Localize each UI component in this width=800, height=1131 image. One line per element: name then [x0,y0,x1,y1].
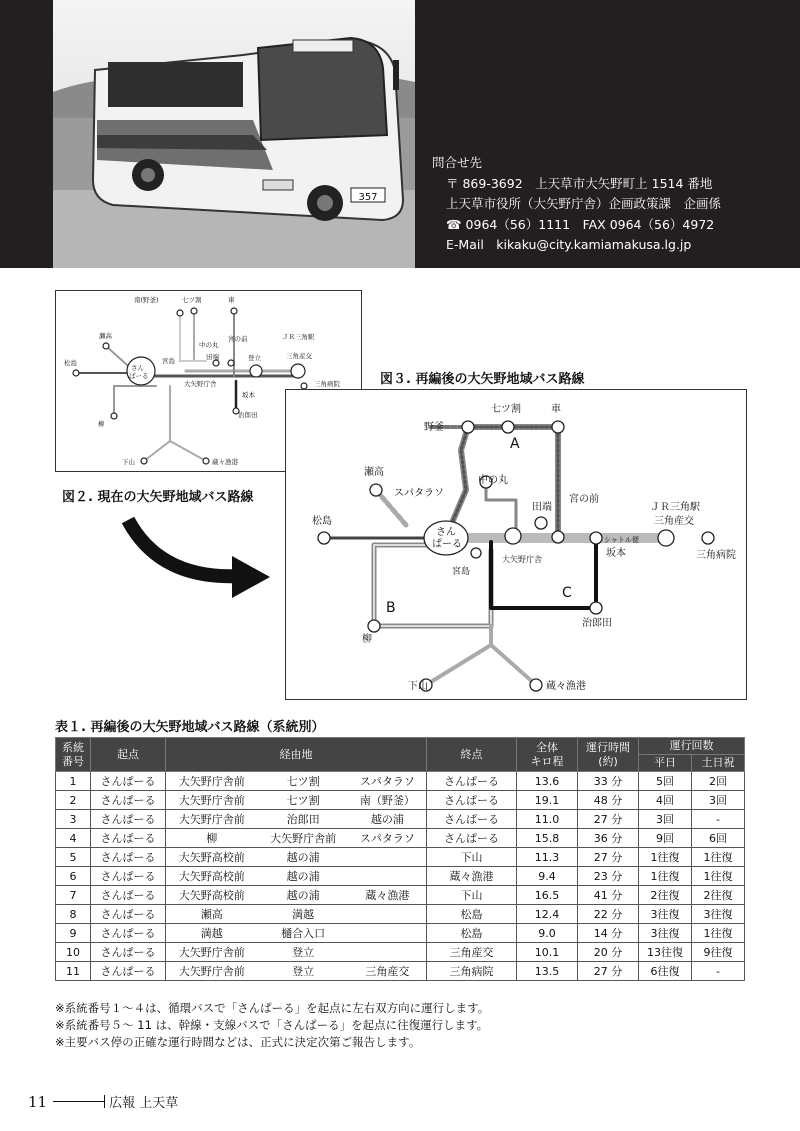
note-line: ※主要バス停の正確な運行時間などは、正式に決定次第ご報告します。 [55,1035,421,1049]
cell-start: さんぱーる [91,886,166,905]
cell-wd: 2往復 [639,886,692,905]
cell-via1: 大矢野庁舎前 [166,791,258,810]
cell-no: 8 [56,905,91,924]
table-row [56,829,745,848]
cell-time: 27 分 [578,962,639,981]
fig2-label-kurakura: 蔵々漁港 [212,458,238,466]
table-row [56,905,745,924]
cell-via3: 越の浦 [349,810,427,829]
fig3-label-yanagi: 柳 [362,634,372,645]
col-header-km-text: 全体 キロ程 [530,740,564,768]
cell-via1: 満越 [166,924,258,943]
cell-km: 13.6 [517,772,578,791]
cell-time: 27 分 [578,810,639,829]
cell-wd: 1往復 [639,867,692,886]
cell-start: さんぱーる [91,924,166,943]
table-row [56,867,745,886]
page-footer [28,1092,178,1111]
cell-end: さんぱーる [427,772,517,791]
fig2-label-nanatsuwari: 七ツ割 [182,296,202,304]
cell-no: 10 [56,943,91,962]
cell-via3 [349,867,427,886]
cell-via3: 南（野釜） [349,791,427,810]
contact-phone-fax: ☎ 0964（56）1111 FAX 0964（56）4972 [446,216,715,232]
cell-end: 蔵々漁港 [427,867,517,886]
fig3-label-shimoyama: 下山 [408,681,428,692]
cell-via3 [349,943,427,962]
fig2-label-miyanomae: 宮の前 [228,335,248,343]
fig3-label-shuttle: シャトル便 [604,536,639,544]
fig2-label-sankaku-sanko: 三角産交 [286,352,312,360]
cell-time: 22 分 [578,905,639,924]
table-row [56,924,745,943]
page-number: 11 [28,1092,48,1111]
table-row [56,810,745,829]
contact-postal-address: 〒 869-3692 上天草市大矢野町上 1514 番地 [446,175,713,191]
cell-via1: 大矢野庁舎前 [166,772,258,791]
fig3-label-miyanomae: 宮の前 [569,494,599,505]
fig2-label-sanparu-2: ぱーる [129,372,149,380]
cell-wd: 13往復 [639,943,692,962]
table-row [56,791,745,810]
cell-via2: 登立 [257,943,348,962]
cell-time: 14 分 [578,924,639,943]
note-line: ※系統番号５～ 11 は、幹線・支線バスで「さんぱーる」を起点に往復運行します。 [55,1018,489,1032]
cell-via1: 大矢野高校前 [166,886,258,905]
cell-via1: 柳 [166,829,258,848]
cell-km: 10.1 [517,943,578,962]
fig3-label-sankaku-sanko: 三角産交 [654,516,694,527]
fig3-label-matsushima: 松島 [312,516,332,527]
col-header-end: 終点 [427,738,517,772]
cell-no: 6 [56,867,91,886]
fig2-label-sankaku-byoin: 三角病院 [314,380,340,388]
header-band [0,0,800,268]
cell-via2: 樋合入口 [257,924,348,943]
fig3-label-sakamoto: 坂本 [606,548,626,559]
cell-via2: 大矢野庁舎前 [257,829,348,848]
cell-km: 15.8 [517,829,578,848]
cell-via2: 登立 [257,962,348,981]
cell-km: 16.5 [517,886,578,905]
cell-we: 2回 [692,772,745,791]
cell-km: 9.0 [517,924,578,943]
table-row [56,962,745,981]
cell-wd: 1往復 [639,848,692,867]
fig3-label-sankaku-byoin: 三角病院 [696,550,736,561]
cell-we: 1往復 [692,924,745,943]
fig2-label-matsushima: 松島 [64,359,77,367]
cell-km: 9.4 [517,867,578,886]
fig3-label-miyajima: 宮島 [452,567,471,577]
fig3-label-tabata: 田端 [532,502,552,513]
cell-via2: 越の浦 [257,886,348,905]
table-row [56,943,745,962]
cell-via3: 三角産交 [349,962,427,981]
col-header-number [56,738,91,772]
cell-no: 2 [56,791,91,810]
fig3-label-jr: ＪＲ三角駅 [650,502,700,513]
cell-km: 12.4 [517,905,578,924]
cell-km: 11.3 [517,848,578,867]
cell-no: 9 [56,924,91,943]
publication-name: 広報 上天草 [109,1096,179,1111]
fig3-label-nokama: 野釜 [424,422,444,433]
fig3-route-c-label: C [562,585,572,601]
fig2-label-toritate: 登立 [248,354,261,362]
cell-km: 13.5 [517,962,578,981]
cell-end: さんぱーる [427,810,517,829]
cell-wd: 3往復 [639,924,692,943]
col-header-number-text: 系統 番号 [62,740,84,768]
cell-via1: 大矢野庁舎前 [166,962,258,981]
fig2-label-jirouda: 治郎田 [238,411,258,419]
cell-we: 2往復 [692,886,745,905]
cell-start: さんぱーる [91,943,166,962]
contact-heading: 問合せ先 [432,155,483,170]
fig3-map [285,389,747,700]
cell-end: 三角産交 [427,943,517,962]
cell-we: 3往復 [692,905,745,924]
fig2-label-sakamoto: 坂本 [242,391,255,399]
cell-end: 松島 [427,924,517,943]
cell-start: さんぱーる [91,867,166,886]
cell-via2: 七ツ割 [257,791,348,810]
bus-plate-number: 357 [358,192,378,203]
fig2-label-setaka: 瀬高 [99,332,112,340]
fig3-route-b-label: B [386,600,396,616]
fig3-label-setaka: 瀬高 [364,467,384,478]
fig3-label-kurakura: 蔵々漁港 [546,681,586,692]
cell-wd: 3往復 [639,905,692,924]
cell-end: 下山 [427,848,517,867]
fig3-label-sanparu: さん [436,527,456,538]
cell-time: 20 分 [578,943,639,962]
cell-via3 [349,924,427,943]
cell-via1: 大矢野庁舎前 [166,810,258,829]
contact-info [432,153,721,256]
cell-we: 1往復 [692,867,745,886]
cell-end: さんぱーる [427,791,517,810]
col-header-via: 経由地 [166,738,427,772]
cell-we: - [692,810,745,829]
fig2-label-tabata: 田端 [206,353,219,361]
cell-wd: 3回 [639,810,692,829]
cell-via3: 蔵々漁港 [349,886,427,905]
col-header-time [578,738,639,772]
fig2-label-yanagi: 柳 [98,420,105,428]
cell-via2: 越の浦 [257,867,348,886]
cell-start: さんぱーる [91,772,166,791]
cell-start: さんぱーる [91,905,166,924]
fig3-caption: 図３. 再編後の大矢野地域バス路線 [380,372,585,387]
cell-via2: 七ツ割 [257,772,348,791]
fig2-label-miyajima: 宮島 [162,357,175,365]
fig2-label-jr: ＪＲ三角駅 [282,333,315,341]
table-row [56,886,745,905]
cell-no: 1 [56,772,91,791]
cell-time: 23 分 [578,867,639,886]
cell-no: 3 [56,810,91,829]
cell-no: 5 [56,848,91,867]
contact-office: 上天草市役所（大矢野庁舎）企画政策課 企画係 [446,196,722,211]
cell-time: 33 分 [578,772,639,791]
cell-via1: 瀬高 [166,905,258,924]
fig2-label-oyano-chosha: 大矢野庁舎 [184,380,217,388]
fig3-label-supatarasou: スパタラソ [394,488,444,499]
cell-wd: 4回 [639,791,692,810]
cell-start: さんぱーる [91,848,166,867]
cell-via2: 満越 [257,905,348,924]
cell-via2: 越の浦 [257,848,348,867]
col-header-start: 起点 [91,738,166,772]
cell-wd: 6往復 [639,962,692,981]
cell-end: 松島 [427,905,517,924]
fig3-label-jirouda: 治郎田 [582,618,612,629]
cell-via3: スパタラソ [349,772,427,791]
transition-arrow-icon [120,510,280,605]
cell-we: 3回 [692,791,745,810]
cell-no: 4 [56,829,91,848]
cell-wd: 5回 [639,772,692,791]
cell-via3 [349,848,427,867]
table-row [56,848,745,867]
cell-start: さんぱーる [91,791,166,810]
route-table-body [56,772,745,981]
fig3-label-kuruma: 車 [551,404,561,415]
fig2-caption: 図２. 現在の大矢野地域バス路線 [62,490,254,505]
cell-start: さんぱーる [91,829,166,848]
cell-via3: スパタラソ [349,829,427,848]
fig3-label-nanatsuwari: 七ツ割 [491,404,521,415]
cell-wd: 9回 [639,829,692,848]
cell-end: さんぱーる [427,829,517,848]
route-table [55,737,745,981]
cell-time: 48 分 [578,791,639,810]
cell-we: - [692,962,745,981]
cell-km: 11.0 [517,810,578,829]
fig3-route-a-label: A [510,436,520,452]
cell-start: さんぱーる [91,962,166,981]
cell-we: 1往復 [692,848,745,867]
cell-no: 11 [56,962,91,981]
col-header-km [517,738,578,772]
fig2-label-nojima: 南(野釜) [134,296,159,304]
cell-via1: 大矢野庁舎前 [166,943,258,962]
note-line: ※系統番号１～４は、循環バスで「さんぱーる」を起点に左右双方向に運行します。 [55,1001,490,1015]
cell-via2: 治郎田 [257,810,348,829]
fig2-label-nakanomaru: 中の丸 [199,341,219,349]
footer-rule [53,1101,105,1102]
cell-we: 9往復 [692,943,745,962]
col-header-weekend: 土日祝 [692,755,745,772]
fig2-label-shimoyama: 下山 [122,458,135,466]
cell-end: 三角病院 [427,962,517,981]
cell-via1: 大矢野高校前 [166,848,258,867]
fig3-label-sanparu-2: ぱーる [432,539,462,550]
table-row [56,772,745,791]
cell-end: 下山 [427,886,517,905]
cell-no: 7 [56,886,91,905]
cell-we: 6回 [692,829,745,848]
cell-time: 27 分 [578,848,639,867]
cell-start: さんぱーる [91,810,166,829]
fig3-label-oyano-chosha: 大矢野庁舎 [502,555,542,564]
fig3-label-nakanomaru: 中の丸 [478,475,508,486]
cell-time: 36 分 [578,829,639,848]
col-header-time-text: 運行時間 (約) [586,740,630,768]
cell-km: 19.1 [517,791,578,810]
fig2-label-sanparu: さん [131,364,144,372]
contact-email: E-Mail kikaku@city.kamiamakusa.lg.jp [446,237,692,252]
bus-photo [53,0,415,268]
cell-via3 [349,905,427,924]
table-notes [55,1000,489,1051]
col-header-weekday: 平日 [639,755,692,772]
col-header-frequency: 運行回数 [639,738,745,755]
table-caption: 表１. 再編後の大矢野地域バス路線（系統別） [55,720,325,735]
fig2-label-kuruma: 車 [228,296,235,304]
cell-via1: 大矢野高校前 [166,867,258,886]
cell-time: 41 分 [578,886,639,905]
